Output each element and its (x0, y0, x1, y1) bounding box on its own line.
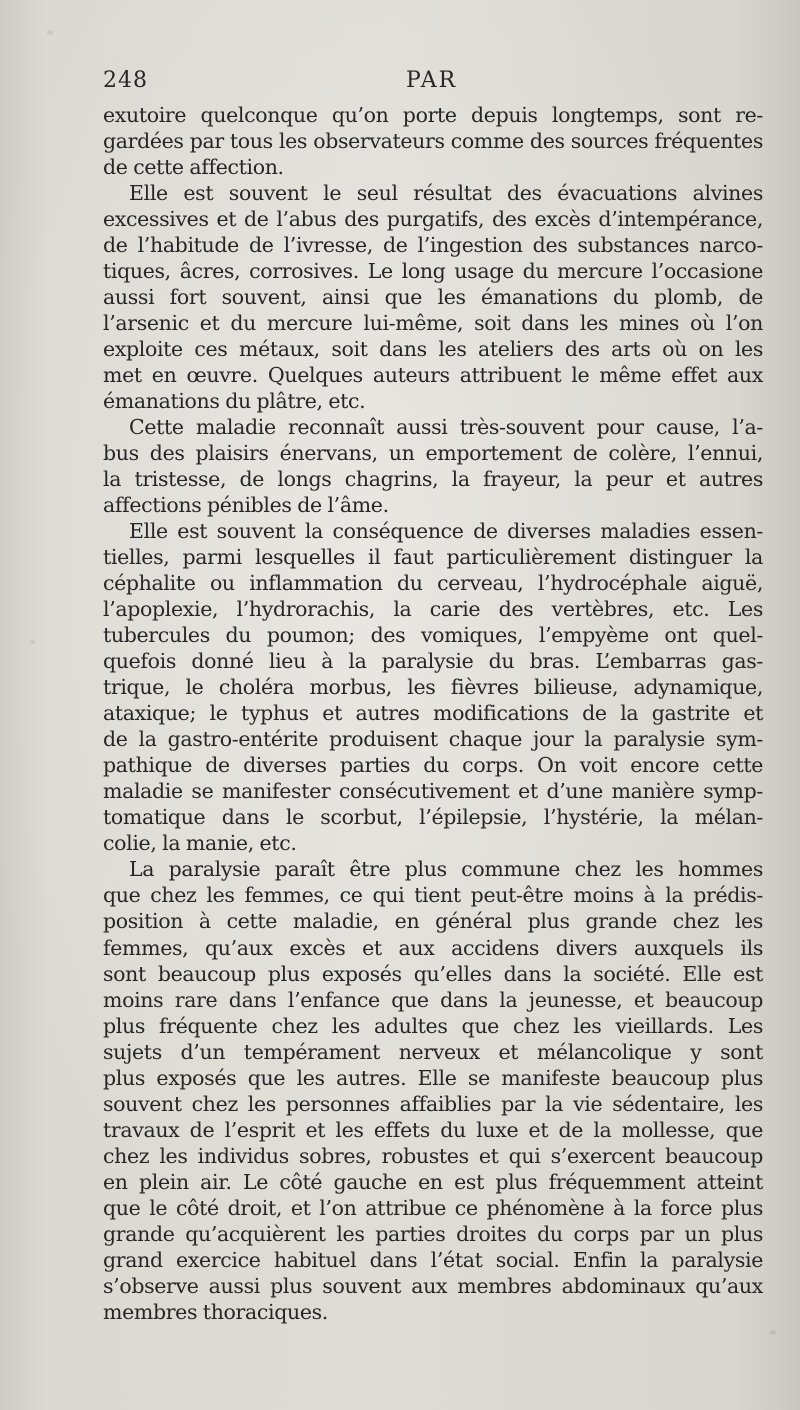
text-line: l’arsenic et du mercure lui-même, soit dans les mines où l’on (103, 311, 763, 336)
text-line: quefois donné lieu à la paralysie du bras. L’embarras gas- (103, 649, 763, 674)
text-line: tubercules du poumon; des vomiques, l’empyème ont quel- (103, 623, 763, 648)
text-line: femmes, qu’aux excès et aux accidens divers auxquels ils (103, 935, 763, 960)
text-line: tiques, âcres, corrosives. Le long usage du mercure l’occasione (103, 259, 763, 284)
page-header (103, 68, 763, 102)
text-line: de l’habitude de l’ivresse, de l’ingestion des substances narco- (103, 233, 763, 258)
text-line: position à cette maladie, en général plus grande chez les (103, 909, 763, 934)
text-line: de la gastro-entérite produisent chaque jour la paralysie sym- (103, 727, 763, 752)
text-line: plus fréquente chez les adultes que chez les vieillards. Les (103, 1013, 763, 1038)
text-line: sujets d’un tempérament nerveux et mélancolique y sont (103, 1039, 763, 1064)
text-line: plus exposés que les autres. Elle se manifeste beaucoup plus (103, 1065, 763, 1090)
text-line: maladie se manifester consécutivement et d’une manière symp- (103, 779, 763, 804)
text-line: émanations du plâtre, etc. (103, 389, 366, 414)
text-line: trique, le choléra morbus, les fièvres bilieuse, adynamique, (103, 675, 763, 700)
text-line: tielles, parmi lesquelles il faut particulièrement distinguer la (103, 545, 763, 570)
text-line: de cette affection. (103, 155, 284, 180)
text-line: colie, la manie, etc. (103, 831, 297, 856)
text-line: souvent chez les personnes affaiblies par la vie sédentaire, les (103, 1091, 763, 1116)
paper-spot (47, 30, 53, 35)
text-line: sont beaucoup plus exposés qu’elles dans la société. Elle est (103, 961, 763, 986)
text-line: en plein air. Le côté gauche en est plus fréquemment atteint (103, 1169, 763, 1194)
text-line: travaux de l’esprit et les effets du luxe et de la mollesse, que (103, 1117, 763, 1142)
paper-spot (770, 1330, 776, 1335)
text-line: Elle est souvent la conséquence de diverses maladies essen- (129, 519, 763, 544)
text-line: la tristesse, de longs chagrins, la frayeur, la peur et autres (103, 467, 763, 492)
text-line: chez les individus sobres, robustes et qui s’exercent beaucoup (103, 1143, 763, 1168)
paper-spot (30, 640, 35, 644)
text-line: aussi fort souvent, ainsi que les émanations du plomb, de (103, 285, 763, 310)
text-line: tomatique dans le scorbut, l’épilepsie, l’hystérie, la mélan- (103, 805, 763, 830)
text-line: moins rare dans l’enfance que dans la jeunesse, et beaucoup (103, 987, 763, 1012)
text-line: grand exercice habituel dans l’état social. Enfin la paralysie (103, 1247, 763, 1272)
text-line: céphalite ou inflammation du cerveau, l’hydrocéphale aiguë, (103, 571, 763, 596)
text-line: Elle est souvent le seul résultat des évacuations alvines (129, 181, 763, 206)
text-line: excessives et de l’abus des purgatifs, des excès d’intempérance, (103, 207, 763, 232)
running-head: PAR (406, 68, 458, 93)
page-number: 248 (103, 68, 148, 93)
text-line: pathique de diverses parties du corps. On voit encore cette (103, 753, 763, 778)
text-line: ataxique; le typhus et autres modifications de la gastrite et (103, 701, 763, 726)
text-line: affections pénibles de l’âme. (103, 493, 389, 518)
text-line: La paralysie paraît être plus commune chez les hommes (129, 857, 763, 882)
body-text (103, 102, 763, 1325)
text-line: exploite ces métaux, soit dans les ateliers des arts où on les (103, 337, 763, 362)
text-line: grande qu’acquièrent les parties droites du corps par un plus (103, 1221, 763, 1246)
text-line: membres thoraciques. (103, 1299, 328, 1324)
text-line: Cette maladie reconnaît aussi très-souvent pour cause, l’a- (129, 415, 763, 440)
text-line: bus des plaisirs énervans, un emportement de colère, l’ennui, (103, 441, 763, 466)
text-line: exutoire quelconque qu’on porte depuis longtemps, sont re- (103, 103, 763, 127)
text-line: que le côté droit, et l’on attribue ce phénomène à la force plus (103, 1195, 763, 1220)
text-line: met en œuvre. Quelques auteurs attribuent le même effet aux (103, 363, 763, 388)
text-line: gardées par tous les observateurs comme des sources fréquentes (103, 129, 763, 154)
text-line: s’observe aussi plus souvent aux membres abdominaux qu’aux (103, 1273, 763, 1298)
text-line: que chez les femmes, ce qui tient peut-être moins à la prédis- (103, 883, 763, 908)
text-line: l’apoplexie, l’hydrorachis, la carie des vertèbres, etc. Les (103, 597, 763, 622)
